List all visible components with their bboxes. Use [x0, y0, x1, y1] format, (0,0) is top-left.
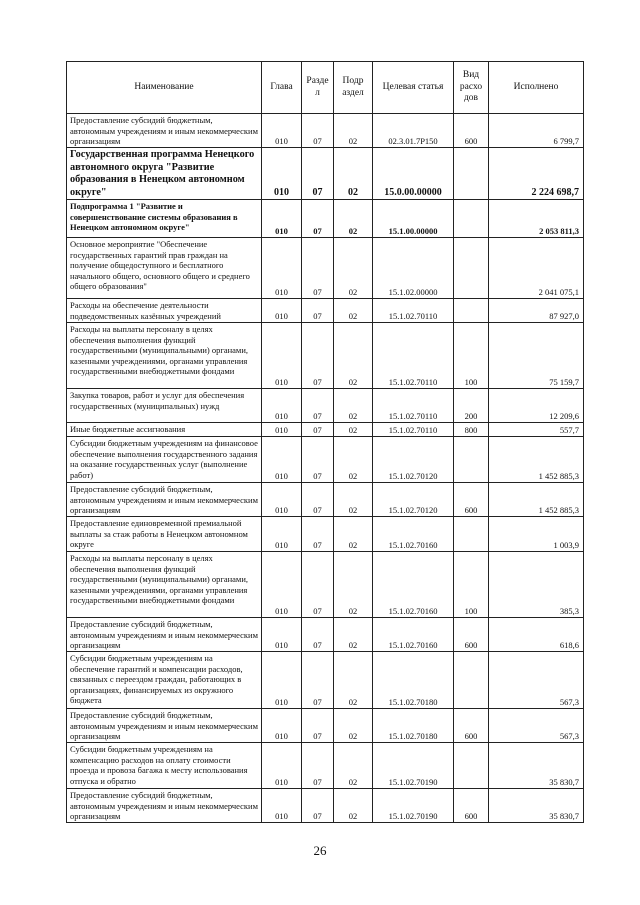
- row-podrazdel: 02: [334, 618, 373, 652]
- table-row: [67, 517, 584, 552]
- row-glava: 010: [262, 618, 302, 652]
- table-row: [67, 483, 584, 517]
- row-glava: 010: [262, 517, 302, 552]
- row-article: 15.1.02.70160: [373, 517, 454, 552]
- row-article: 15.1.02.70160: [373, 552, 454, 618]
- row-article: 02.3.01.7Р150: [373, 114, 454, 148]
- row-done: 1 003,9: [489, 517, 584, 552]
- row-done: 567,3: [489, 652, 584, 709]
- row-vid: [454, 238, 489, 299]
- row-razdel: 07: [302, 618, 334, 652]
- row-name: Расходы на выплаты персоналу в целях обеспечения выполнения функций государственными (муниципальными) органами, казенными учреждениями, органами управления государственными внебюджетными фондами: [67, 552, 262, 618]
- row-vid: [454, 200, 489, 238]
- row-glava: 010: [262, 238, 302, 299]
- row-vid: [454, 652, 489, 709]
- row-podrazdel: 02: [334, 709, 373, 743]
- table-row: [67, 652, 584, 709]
- row-vid: 600: [454, 709, 489, 743]
- row-podrazdel: 02: [334, 552, 373, 618]
- header-article: Целевая статья: [373, 62, 454, 114]
- row-vid: 600: [454, 114, 489, 148]
- row-glava: 010: [262, 323, 302, 389]
- row-podrazdel: 02: [334, 148, 373, 200]
- header-vid: Вид расхо дов: [454, 62, 489, 114]
- row-article: 15.1.00.00000: [373, 200, 454, 238]
- table-row: [67, 789, 584, 823]
- row-article: 15.1.02.70190: [373, 789, 454, 823]
- row-article: 15.1.02.70120: [373, 483, 454, 517]
- row-razdel: 07: [302, 652, 334, 709]
- row-razdel: 07: [302, 552, 334, 618]
- row-vid: 600: [454, 483, 489, 517]
- row-done: 2 041 075,1: [489, 238, 584, 299]
- row-podrazdel: 02: [334, 423, 373, 437]
- table-row: [67, 552, 584, 618]
- header-razdel: Разде л: [302, 62, 334, 114]
- row-podrazdel: 02: [334, 437, 373, 483]
- row-vid: [454, 517, 489, 552]
- row-done: 35 830,7: [489, 743, 584, 789]
- row-podrazdel: 02: [334, 517, 373, 552]
- row-done: 2 053 811,3: [489, 200, 584, 238]
- row-razdel: 07: [302, 789, 334, 823]
- table-row: [67, 200, 584, 238]
- table-row: [67, 743, 584, 789]
- row-glava: 010: [262, 483, 302, 517]
- row-name: Предоставление субсидий бюджетным, автономным учреждениям и иным некоммерческим организациям: [67, 483, 262, 517]
- row-podrazdel: 02: [334, 299, 373, 323]
- row-vid: 800: [454, 423, 489, 437]
- table-row: [67, 389, 584, 423]
- budget-table: [66, 61, 584, 823]
- row-glava: 010: [262, 389, 302, 423]
- row-glava: 010: [262, 423, 302, 437]
- header-glava: Глава: [262, 62, 302, 114]
- row-article: 15.1.02.70110: [373, 323, 454, 389]
- row-article: 15.1.02.70190: [373, 743, 454, 789]
- row-done: 1 452 885,3: [489, 437, 584, 483]
- row-name: Расходы на обеспечение деятельности подведомственных казённых учреждений: [67, 299, 262, 323]
- row-glava: 010: [262, 789, 302, 823]
- row-vid: [454, 299, 489, 323]
- row-vid: 100: [454, 552, 489, 618]
- row-article: 15.1.02.70110: [373, 389, 454, 423]
- row-glava: 010: [262, 743, 302, 789]
- header-name: Наименование: [67, 62, 262, 114]
- row-glava: 010: [262, 148, 302, 200]
- row-article: 15.1.02.70110: [373, 299, 454, 323]
- row-vid: [454, 743, 489, 789]
- row-name: Предоставление единовременной премиальной выплаты за стаж работы в Ненецком автономном округе: [67, 517, 262, 552]
- row-vid: [454, 437, 489, 483]
- row-vid: 200: [454, 389, 489, 423]
- row-article: 15.1.02.70110: [373, 423, 454, 437]
- row-razdel: 07: [302, 709, 334, 743]
- row-razdel: 07: [302, 743, 334, 789]
- row-article: 15.0.00.00000: [373, 148, 454, 200]
- row-razdel: 07: [302, 323, 334, 389]
- row-name: Расходы на выплаты персоналу в целях обеспечения выполнения функций государственными (муниципальными) органами, казенными учреждениями, органами управления государственными внебюджетными фондами: [67, 323, 262, 389]
- row-podrazdel: 02: [334, 743, 373, 789]
- row-podrazdel: 02: [334, 323, 373, 389]
- table-row: [67, 148, 584, 200]
- row-name: Основное мероприятие "Обеспечение государственных гарантий прав граждан на получение общедоступного и бесплатного начального общего, основного общего и среднего общего образования": [67, 238, 262, 299]
- row-glava: 010: [262, 552, 302, 618]
- row-article: 15.1.02.70180: [373, 709, 454, 743]
- row-glava: 010: [262, 200, 302, 238]
- page-number: 26: [313, 843, 327, 858]
- row-podrazdel: 02: [334, 389, 373, 423]
- row-done: 567,3: [489, 709, 584, 743]
- row-razdel: 07: [302, 114, 334, 148]
- row-done: 6 799,7: [489, 114, 584, 148]
- row-article: 15.1.02.70120: [373, 437, 454, 483]
- row-done: 557,7: [489, 423, 584, 437]
- row-razdel: 07: [302, 437, 334, 483]
- row-glava: 010: [262, 114, 302, 148]
- row-name: Закупка товаров, работ и услуг для обеспечения государственных (муниципальных) нужд: [67, 389, 262, 423]
- row-razdel: 07: [302, 389, 334, 423]
- table-row: [67, 238, 584, 299]
- row-glava: 010: [262, 652, 302, 709]
- row-done: 1 452 885,3: [489, 483, 584, 517]
- row-razdel: 07: [302, 483, 334, 517]
- row-name: Предоставление субсидий бюджетным, автономным учреждениям и иным некоммерческим организациям: [67, 618, 262, 652]
- row-done: 12 209,6: [489, 389, 584, 423]
- table-row: [67, 114, 584, 148]
- table-row: [67, 437, 584, 483]
- table-row: [67, 709, 584, 743]
- table-row: [67, 618, 584, 652]
- row-vid: 600: [454, 618, 489, 652]
- row-podrazdel: 02: [334, 652, 373, 709]
- row-vid: 600: [454, 789, 489, 823]
- row-done: 618,6: [489, 618, 584, 652]
- row-done: 2 224 698,7: [489, 148, 584, 200]
- row-done: 35 830,7: [489, 789, 584, 823]
- row-glava: 010: [262, 299, 302, 323]
- row-article: 15.1.02.70180: [373, 652, 454, 709]
- header-done: Исполнено: [489, 62, 584, 114]
- row-name: Предоставление субсидий бюджетным, автономным учреждениям и иным некоммерческим организациям: [67, 709, 262, 743]
- row-razdel: 07: [302, 238, 334, 299]
- row-glava: 010: [262, 437, 302, 483]
- row-vid: [454, 148, 489, 200]
- row-name: Иные бюджетные ассигнования: [67, 423, 262, 437]
- row-razdel: 07: [302, 148, 334, 200]
- row-name: Субсидии бюджетным учреждениям на финансовое обеспечение выполнения государственного задания на оказание государственных услуг (выполнение работ): [67, 437, 262, 483]
- row-podrazdel: 02: [334, 200, 373, 238]
- table-row: [67, 323, 584, 389]
- table-row: [67, 299, 584, 323]
- row-name: Предоставление субсидий бюджетным, автономным учреждениям и иным некоммерческим организациям: [67, 789, 262, 823]
- row-razdel: 07: [302, 517, 334, 552]
- row-vid: 100: [454, 323, 489, 389]
- row-article: 15.1.02.70160: [373, 618, 454, 652]
- row-podrazdel: 02: [334, 483, 373, 517]
- row-done: 385,3: [489, 552, 584, 618]
- row-name: Подпрограмма 1 "Развитие и совершенствование системы образования в Ненецком автономном округе": [67, 200, 262, 238]
- row-name: Субсидии бюджетным учреждениям на обеспечение гарантий и компенсации расходов, связанных с переездом граждан, работающих в организациях, финансируемых из окружного бюджета: [67, 652, 262, 709]
- table-header-row: [67, 62, 584, 114]
- row-name: Государственная программа Ненецкого автономного округа "Развитие образования в Ненецком автономном округе": [67, 148, 262, 200]
- row-razdel: 07: [302, 423, 334, 437]
- row-podrazdel: 02: [334, 114, 373, 148]
- header-podrazdel: Подр аздел: [334, 62, 373, 114]
- row-podrazdel: 02: [334, 789, 373, 823]
- row-article: 15.1.02.00000: [373, 238, 454, 299]
- row-razdel: 07: [302, 200, 334, 238]
- row-done: 75 159,7: [489, 323, 584, 389]
- row-name: Предоставление субсидий бюджетным, автономным учреждениям и иным некоммерческим организациям: [67, 114, 262, 148]
- table-row: [67, 423, 584, 437]
- row-glava: 010: [262, 709, 302, 743]
- row-podrazdel: 02: [334, 238, 373, 299]
- row-name: Субсидии бюджетным учреждениям на компенсацию расходов на оплату стоимости проезда и провоза багажа к месту использования отпуска и обратно: [67, 743, 262, 789]
- row-done: 87 927,0: [489, 299, 584, 323]
- row-razdel: 07: [302, 299, 334, 323]
